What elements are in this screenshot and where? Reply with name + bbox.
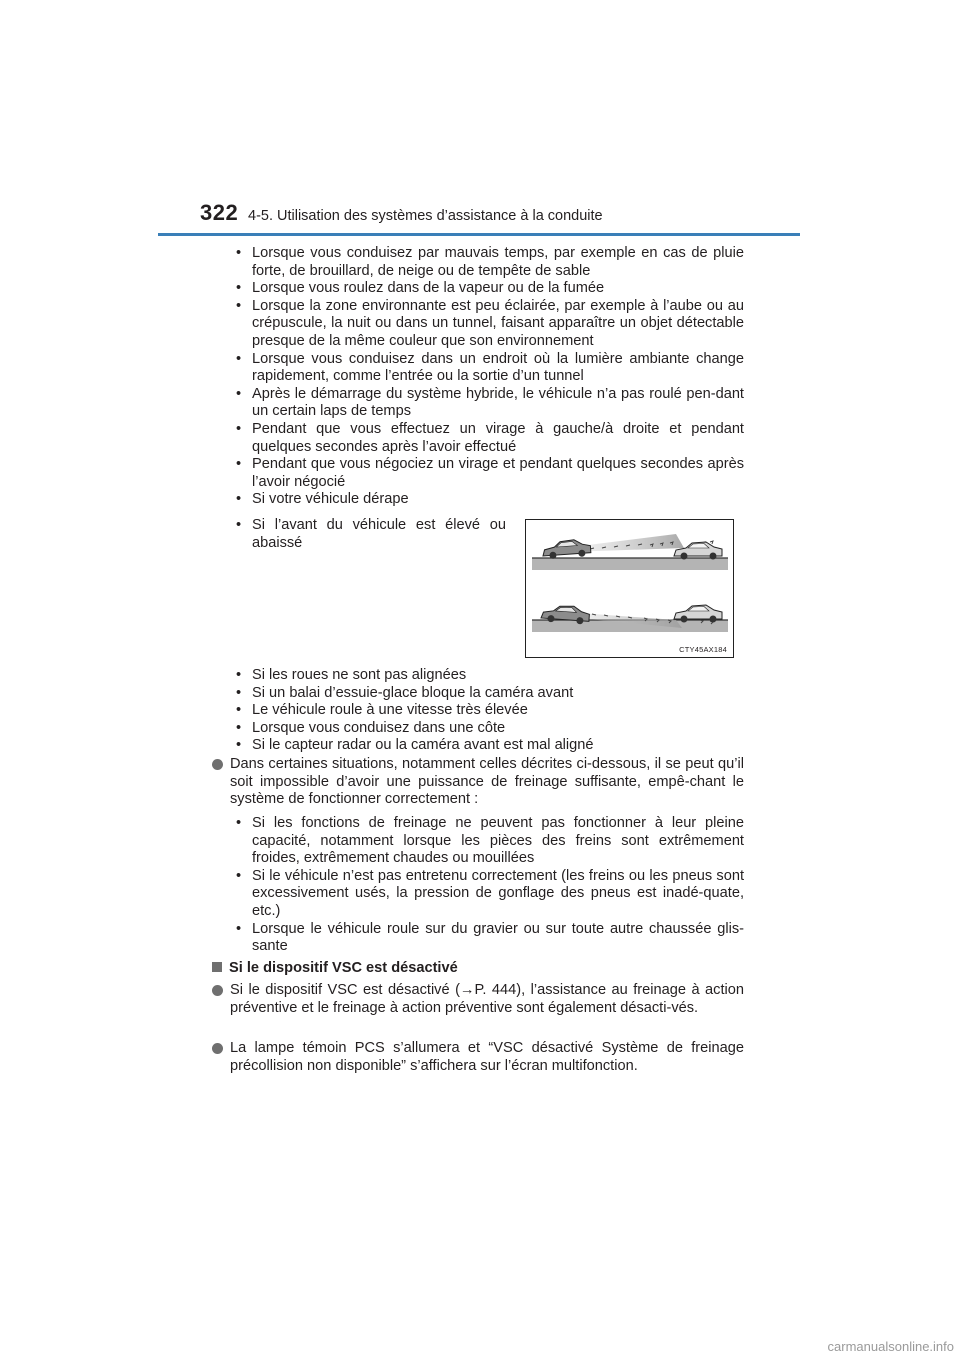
radar-illustration-graphic [526, 520, 733, 657]
list-item: • Pendant que vous effectuez un virage à gauche/à droite et pendant quelques secondes après l’avoir effectué [236, 420, 744, 455]
list-item: • Si l’avant du véhicule est élevé ou abaissé [236, 517, 506, 551]
circle-bullet-icon [212, 759, 223, 770]
list-item: • Si le véhicule n’est pas entretenu correctement (les freins ou les pneus sont excessivement usés, la pression de gonflage des pneus est inadé-quate, etc.) [236, 867, 744, 919]
header-rule [158, 233, 800, 236]
list-item: La lampe témoin PCS s’allumera et “VSC désactivé Système de freinage précollision non disponible” s’affichera sur l’écran multifonction. [212, 1040, 744, 1075]
list-item: • Si les roues ne sont pas alignées [236, 667, 467, 683]
bullet-list-braking [230, 815, 744, 956]
square-bullet-icon [212, 962, 222, 972]
list-item: Dans certaines situations, notamment celles décrites ci-dessous, il se peut qu’il soit impossible d’avoir une puissance de freinage suffisante, empê-chant le système de fonctionner correctement : [212, 756, 744, 809]
list-item: • Si un balai d’essuie-glace bloque la caméra avant [236, 684, 574, 701]
list-item: Si le dispositif VSC est désactivé (→P. 444), l’assistance au freinage à action préventive et le freinage à action préventive sont également désacti-vés. [212, 982, 744, 1017]
figure-code: CTY45AX184 [679, 645, 727, 654]
list-item: • Si votre véhicule dérape [236, 491, 409, 508]
list-item: • Après le démarrage du système hybride, le véhicule n’a pas roulé pen-dant un certain laps de temps [236, 385, 744, 420]
bullet-list-conditions [230, 245, 744, 509]
paragraph-vsc-off [212, 982, 744, 1017]
list-item: • Si le capteur radar ou la caméra avant est mal aligné [236, 737, 594, 754]
page-number: 322 [200, 200, 239, 225]
circle-bullet-icon [212, 1043, 223, 1054]
radar-illustration [525, 519, 734, 658]
paragraph-pcs-lamp [212, 1040, 744, 1075]
bullet-list-conditions-2 [230, 667, 744, 755]
list-item: • Lorsque vous roulez dans de la vapeur ou de la fumée [236, 280, 605, 297]
list-item: • Lorsque la zone environnante est peu éclairée, par exemple à l’aube ou au crépuscule, la nuit ou dans un tunnel, faisant apparaître un objet détectable presque de la même couleur que son environnement [236, 297, 744, 349]
list-item: • Le véhicule roule à une vitesse très élevée [236, 702, 528, 719]
list-item: • Si les fonctions de freinage ne peuvent pas fonctionner à leur pleine capacité, notamment lorsque les pièces des freins sont extrêmement froides, extrêmement chaudes ou mouillées [236, 815, 744, 867]
list-item: • Lorsque vous conduisez par mauvais temps, par exemple en cas de pluie forte, de brouillard, de neige ou de tempête de sable [236, 245, 744, 279]
paragraph-braking-power [212, 756, 744, 809]
list-item: • Lorsque vous conduisez dans une côte [236, 719, 506, 736]
circle-bullet-icon [212, 985, 223, 996]
list-item: • Pendant que vous négociez un virage et pendant quelques secondes après l’avoir négocié [236, 456, 744, 490]
bullet-figure-text [230, 517, 506, 552]
watermark: carmanualsonline.info [827, 1339, 954, 1354]
subheading-vsc: Si le dispositif VSC est désactivé [212, 960, 458, 976]
list-item: • Lorsque vous conduisez dans un endroit où la lumière ambiante change rapidement, comme l’entrée ou la sortie d’un tunnel [236, 350, 744, 385]
list-item: • Lorsque le véhicule roule sur du gravier ou sur toute autre chaussée glis-sante [236, 920, 744, 955]
section-title: 4-5. Utilisation des systèmes d’assistance à la conduite [248, 208, 603, 224]
